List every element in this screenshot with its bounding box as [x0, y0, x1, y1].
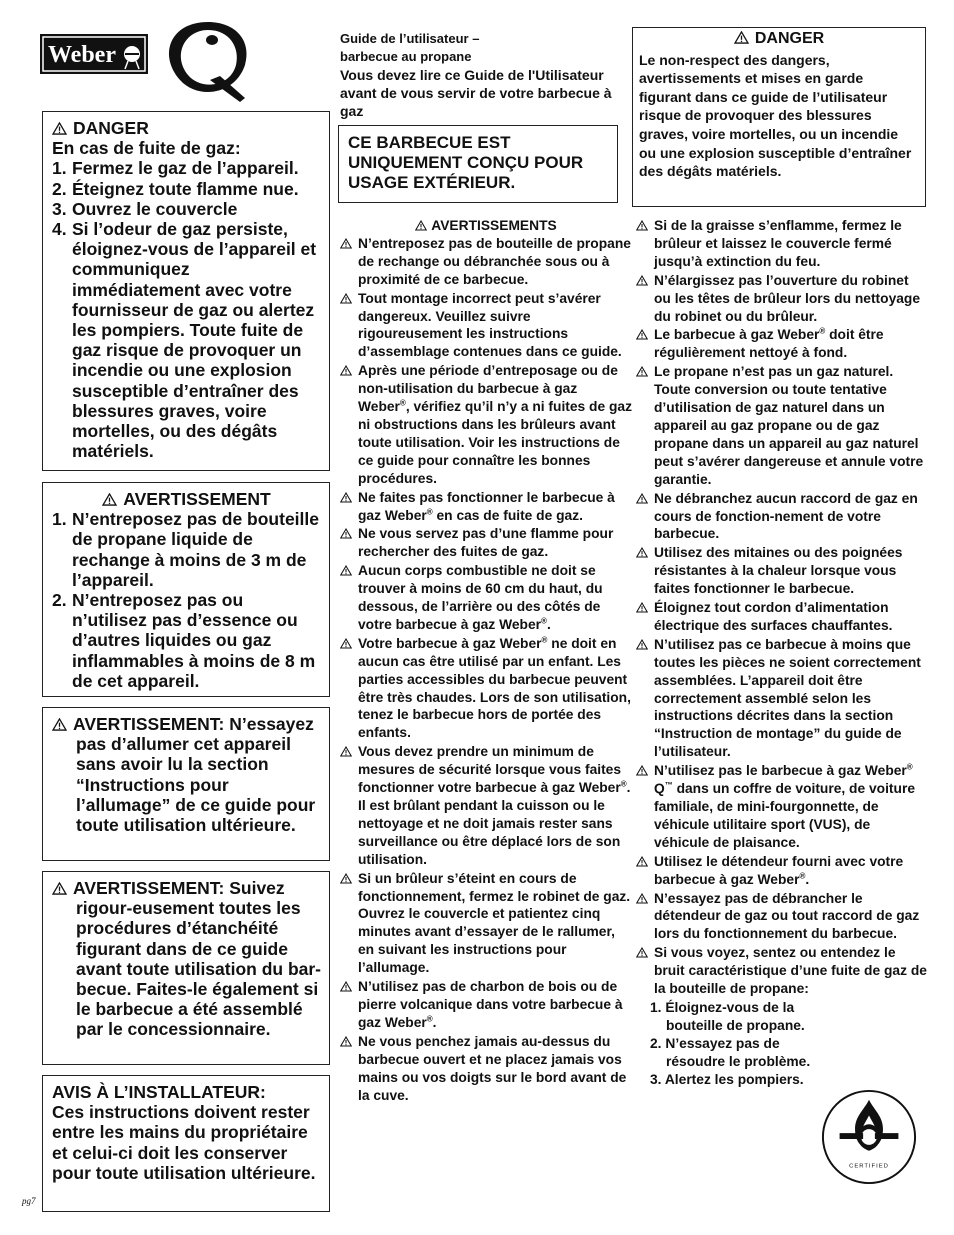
warning-storage-box: [42, 482, 330, 697]
list-item: Vous devez prendre un minimum de mesures de sécurité lorsque vous faites fonctionner votre barbecue à gaz Weber®. Il est brûlant pendant la cuisson ou le nettoyage et ne doit jamais rester sans surveillance ou être déplacé lors de son utilisation.: [340, 743, 632, 868]
list-item: N’élargissez pas l’ouverture du robinet ou les têtes de brûleur lors du nettoyage du robinet ou du brûleur.: [636, 272, 928, 326]
warning-triangle-icon: [636, 602, 648, 613]
warning-triangle-icon: [636, 493, 648, 504]
list-item: Si un brûleur s’éteint en cours de fonctionnement, fermez le robinet de gaz. Ouvrez le couvercle et patientez cinq minutes avant d’essayer de le rallumer, en suivant les instructions pour l’allumage.: [340, 870, 632, 977]
list-item: N’utilisez pas le barbecue à gaz Weber® Q™ dans un coffre de voiture, de voiture familiale, de mini-fourgonnette, de véhicule utilitaire sport (VUS), de véhicule de plaisance.: [636, 762, 928, 852]
warning-leak-test-box: [42, 871, 330, 1065]
list-item: Éloignez tout cordon d’alimentation électrique des surfaces chauffantes.: [636, 599, 928, 635]
warning-triangle-icon: [340, 528, 352, 539]
danger-right-text: Le non-respect des dangers, avertissements et mises en garde figurant dans ce guide de l’utilisateur risque de provoquer des blessures graves, voire mortelles, ou un incendie ou une explosion susceptible d’entraîner des dégâts matériels.: [639, 51, 912, 180]
list-item: 4. Si l’odeur de gaz persiste, éloignez-vous de l’appareil et communiquez immédiatement avec votre fournisseur de gaz ou alertez les pompiers. Toute fuite de gaz risque de provoquer un incendie ou une explosion susceptible d’entraîner des blessures graves, voire mortelles, ou des dégâts matériels.: [52, 219, 317, 462]
danger-right-title: DANGER: [639, 30, 919, 49]
warning-lighting-box: [42, 707, 330, 861]
list-item: N’essayez pas de débrancher le détendeur de gaz ou tout raccord de gaz lors du fonctionnement du barbecue.: [636, 890, 928, 944]
list-item: Ne débranchez aucun raccord de gaz en cours de fonction-nement de votre barbecue.: [636, 490, 928, 544]
list-item: Ne faites pas fonctionner le barbecue à gaz Weber® en cas de fuite de gaz.: [340, 489, 632, 525]
installer-notice-box: [42, 1075, 330, 1212]
guide-intro: [340, 30, 625, 120]
csa-certified-seal: [820, 1088, 918, 1186]
page-number: pg7: [22, 1196, 36, 1206]
danger-gas-title: DANGER: [52, 118, 321, 138]
list-item: 3. Ouvrez le couvercle: [52, 198, 238, 219]
warning-triangle-icon: [636, 893, 648, 904]
warning-triangle-icon: [636, 856, 648, 867]
list-item: 2. Éteignez toute flamme nue.: [52, 178, 299, 199]
svg-text:CERTIFIED: CERTIFIED: [849, 1163, 889, 1170]
warnings-column-middle: [340, 217, 632, 1105]
installer-text: Ces instructions doivent rester entre les mains du propriétaire et celui-ci doit les conserver pour toute utilisation ultérieure.: [52, 1102, 316, 1183]
warning-triangle-icon: [52, 882, 67, 895]
warning-triangle-icon: [636, 220, 648, 231]
warning-triangle-icon: [340, 365, 352, 376]
guide-intro-body: Vous devez lire ce Guide de l'Utilisateur avant de vous servir de votre barbecue à gaz: [340, 67, 612, 119]
warning-triangle-icon: [415, 220, 427, 231]
warning-lighting-text: AVERTISSEMENT: N’essayez pas d’allumer cet appareil sans avoir lu la section “Instructions pour l’allumage” de ce guide pour toute utilisation ultérieure.: [52, 714, 321, 835]
list-item: N’entreposez pas de bouteille de propane de rechange ou débranchée sous ou à proximité de ce barbecue.: [340, 235, 632, 289]
warning-triangle-icon: [636, 947, 648, 958]
warning-triangle-icon: [734, 31, 749, 44]
guide-heading-line2: barbecue au propane: [340, 49, 472, 64]
list-item: Aucun corps combustible ne doit se trouver à moins de 60 cm du haut, du dessous, de l’arrière ou des côtés de votre barbecue à gaz Weber®.: [340, 562, 632, 634]
list-item: 1. Éloignez-vous de la bouteille de propane.: [650, 999, 805, 1033]
warning-triangle-icon: [340, 565, 352, 576]
list-item: Ne vous penchez jamais au-dessus du barbecue ouvert et ne placez jamais vos mains ou vos doigts sur le bord avant de la cuve.: [340, 1033, 632, 1105]
warning-storage-list: [52, 509, 321, 691]
warning-triangle-icon: [340, 293, 352, 304]
list-item: Le propane n’est pas un gaz naturel. Toute conversion ou toute tentative d’utilisation de gaz naturel dans un appareil au gaz propane ou de gaz propane dans un appareil au gaz naturel peut s’avérer dangereuse et annule votre garantie.: [636, 363, 928, 488]
danger-right-box: [632, 27, 926, 207]
warning-triangle-icon: [636, 329, 648, 340]
list-item: Ne vous servez pas d’une flamme pour rechercher des fuites de gaz.: [340, 525, 632, 561]
list-item: Après une période d’entreposage ou de non-utilisation du barbecue à gaz Weber®, vérifiez qu’il n’y a ni fuites de gaz ni obstructions dans les brûleurs avant toute utilisation. Voir les instructions de ce guide pour connaître les bonnes procédures.: [340, 362, 632, 487]
warning-triangle-icon: [102, 493, 117, 506]
svg-text:Weber: Weber: [48, 42, 116, 68]
list-item: Si de la graisse s’enflamme, fermez le brûleur et laissez le couvercle fermé jusqu’à extinction du feu.: [636, 217, 928, 271]
installer-title: AVIS À L’INSTALLATEUR:: [52, 1082, 266, 1102]
list-item: N’utilisez pas ce barbecue à moins que toutes les pièces ne soient correctement assemblées. L’appareil doit être correctement assemblé selon les instructions décrites dans la section “Instruction de montage” du guide de l’utilisateur.: [636, 636, 928, 761]
guide-heading-line1: Guide de l’utilisateur –: [340, 31, 480, 46]
warning-triangle-icon: [340, 238, 352, 249]
warning-triangle-icon: [340, 638, 352, 649]
warning-triangle-icon: [636, 547, 648, 558]
warning-triangle-icon: [340, 873, 352, 884]
list-item: Votre barbecue à gaz Weber® ne doit en aucun cas être utilisé par un enfant. Les parties accessibles du barbecue peuvent être très chaudes. Lors de son utilisation, tenez le barbecue hors de portée des enfants.: [340, 635, 632, 742]
list-item: Tout montage incorrect peut s’avérer dangereux. Veuillez suivre rigoureusement les instructions d’assemblage contenues dans ce guide.: [340, 290, 632, 362]
warning-triangle-icon: [636, 639, 648, 650]
warning-triangle-icon: [636, 275, 648, 286]
list-item: 2. N’entreposez pas ou n’utilisez pas d’essence ou d’autres liquides ou gaz inflammables à moins de 8 m de cet appareil.: [52, 590, 316, 691]
list-item: Utilisez le détendeur fourni avec votre barbecue à gaz Weber®.: [636, 853, 928, 889]
warning-leak-text: AVERTISSEMENT: Suivez rigour-eusement toutes les procédures d’étanchéité figurant dans de ce guide avant toute utilisation du bar-becue. Faites-le également si le barbecue a été assemblé par le concessionnaire.: [52, 878, 321, 1040]
warning-storage-title: AVERTISSEMENT: [52, 489, 321, 509]
list-item: 2. N’essayez pas de résoudre le problème.: [650, 1035, 811, 1069]
list-item: Le barbecue à gaz Weber® doit être régulièrement nettoyé à fond.: [636, 326, 928, 362]
list-item: Si vous voyez, sentez ou entendez le bruit caractéristique d’une fuite de gaz de la bouteille de propane:: [636, 944, 928, 998]
warning-triangle-icon: [340, 492, 352, 503]
list-item: 1. N’entreposez pas de bouteille de propane liquide de rechange à moins de 3 m de l’appareil.: [52, 509, 319, 590]
warnings-title: AVERTISSEMENTS: [340, 217, 632, 235]
list-item: 3. Alertez les pompiers.: [650, 1071, 804, 1087]
list-item: Utilisez des mitaines ou des poignées résistantes à la chaleur lorsque vous faites fonctionner le barbecue.: [636, 544, 928, 598]
danger-gas-list: [52, 158, 321, 461]
danger-gas-leak-box: [42, 111, 330, 471]
weber-q-logo: [40, 20, 255, 102]
warning-triangle-icon: [52, 718, 67, 731]
svg-text:™: ™: [236, 96, 242, 102]
warning-triangle-icon: [340, 746, 352, 757]
list-item: 1. Fermez le gaz de l’appareil.: [52, 158, 299, 179]
warnings-column-right: [636, 217, 928, 1089]
outdoor-use-box: CE BARBECUE EST UNIQUEMENT CONÇU POUR USAGE EXTÉRIEUR.: [338, 125, 618, 203]
warning-triangle-icon: [636, 765, 648, 776]
warning-triangle-icon: [52, 122, 67, 135]
leak-steps: [636, 999, 811, 1089]
warning-triangle-icon: [636, 366, 648, 377]
list-item: N’utilisez pas de charbon de bois ou de pierre volcanique dans votre barbecue à gaz Weber®.: [340, 978, 632, 1032]
warning-triangle-icon: [340, 1036, 352, 1047]
warning-triangle-icon: [340, 981, 352, 992]
danger-gas-intro: En cas de fuite de gaz:: [52, 138, 241, 159]
